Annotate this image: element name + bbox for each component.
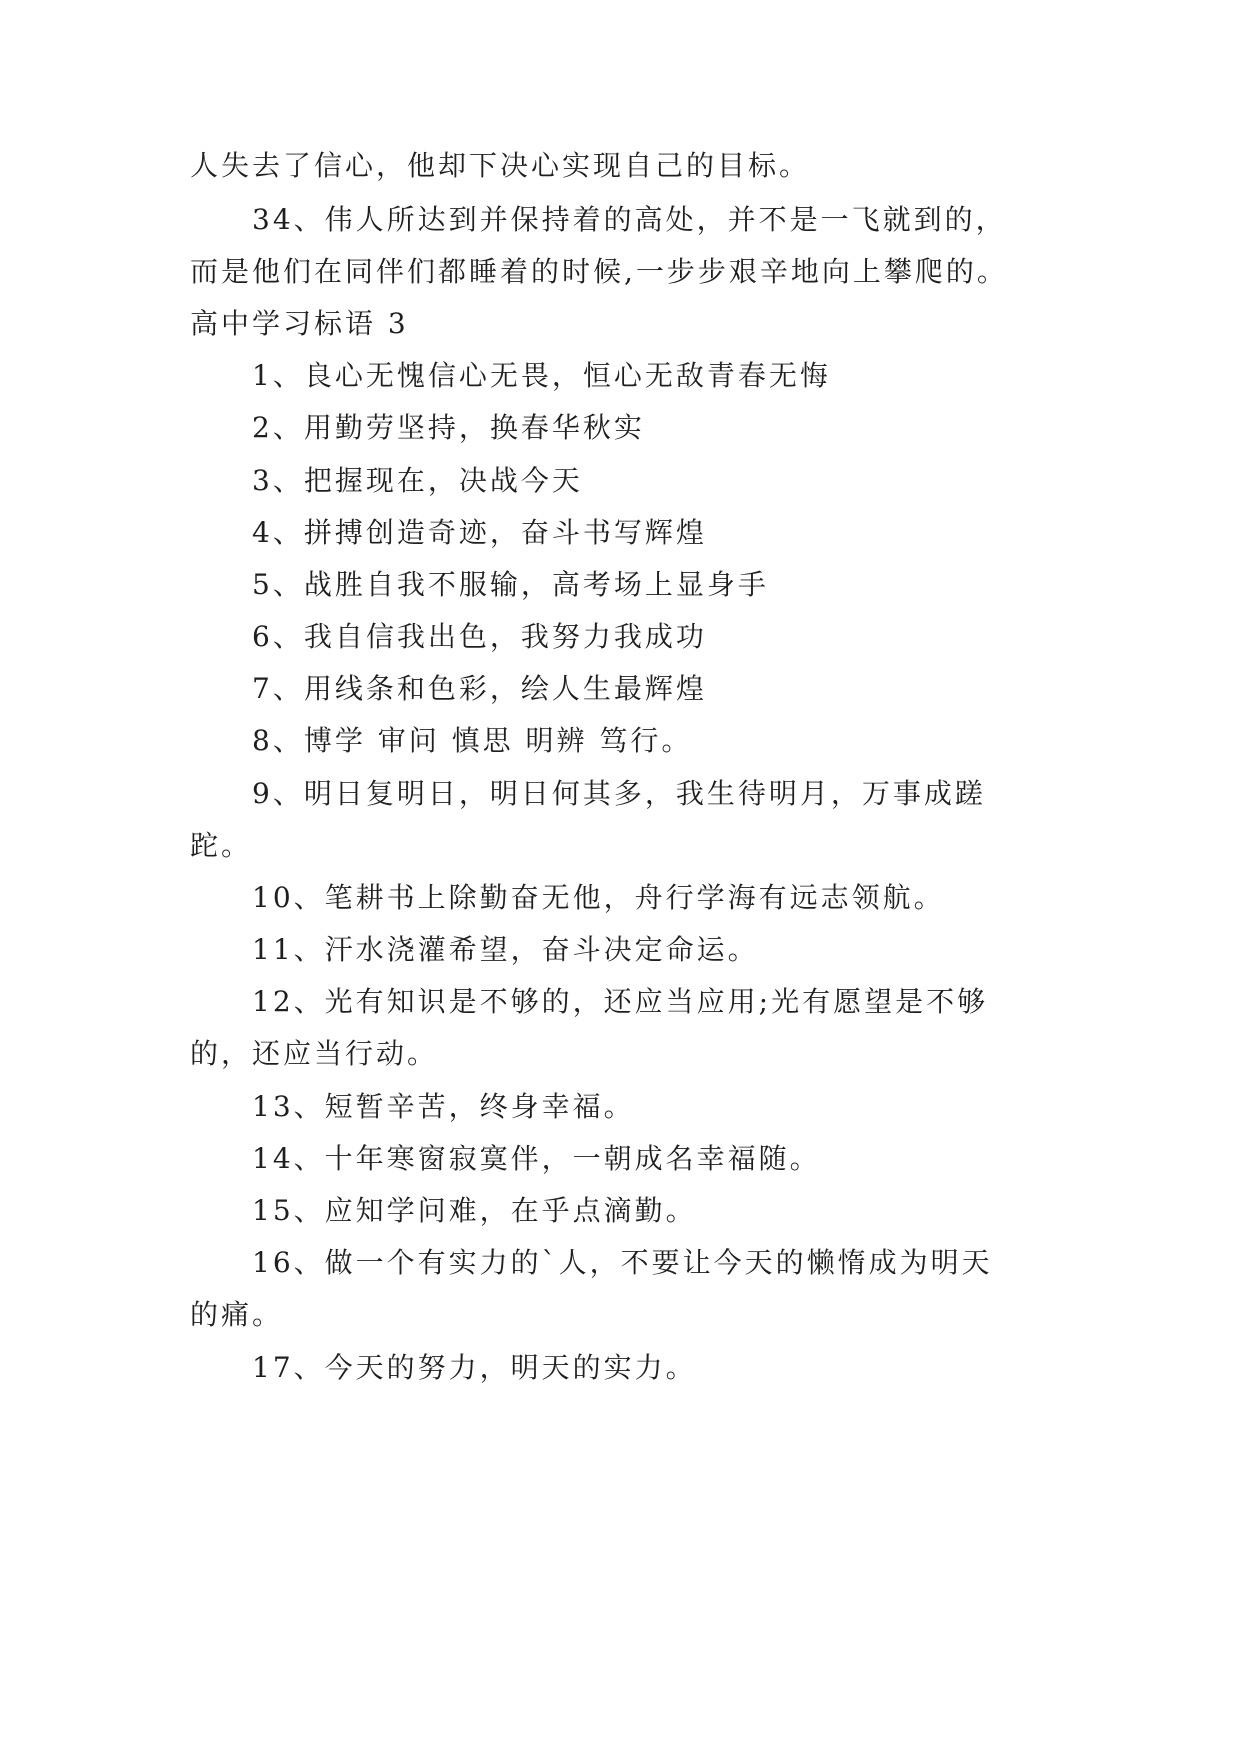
- slogan-15: 15、应知学问难，在乎点滴勤。: [252, 1194, 697, 1227]
- slogan-16-line-2: 的痛。: [190, 1298, 284, 1331]
- slogan-2: 2、用勤劳坚持，换春华秋实: [252, 411, 645, 444]
- slogan-14: 14、十年寒窗寂寞伴，一朝成名幸福随。: [252, 1142, 821, 1175]
- section-heading: 高中学习标语 3: [190, 307, 409, 340]
- slogan-10: 10、笔耕书上除勤奋无他，舟行学海有远志领航。: [252, 881, 945, 914]
- slogan-9-line-2: 跎。: [190, 829, 253, 862]
- paragraph-continuation-line: 人失去了信心，他却下决心实现自己的目标。: [190, 149, 811, 182]
- slogan-9-line-1: 9、明日复明日，明日何其多，我生待明月，万事成蹉: [252, 777, 986, 810]
- slogan-34-line-2: 而是他们在同伴们都睡着的时候,一步步艰辛地向上攀爬的。: [190, 255, 1008, 288]
- slogan-12-line-1: 12、光有知识是不够的，还应当应用;光有愿望是不够: [252, 985, 989, 1018]
- slogan-34-line-1: 34、伟人所达到并保持着的高处，并不是一飞就到的，: [252, 203, 1007, 236]
- slogan-11: 11、汗水浇灌希望，奋斗决定命运。: [252, 933, 759, 966]
- slogan-6: 6、我自信我出色，我努力我成功: [252, 620, 707, 653]
- slogan-7: 7、用线条和色彩，绘人生最辉煌: [252, 672, 707, 705]
- slogan-16-line-1: 16、做一个有实力的`人，不要让今天的懒惰成为明天: [252, 1246, 993, 1279]
- slogan-8: 8、博学 审问 慎思 明辨 笃行。: [252, 724, 693, 757]
- slogan-4: 4、拼搏创造奇迹，奋斗书写辉煌: [252, 516, 707, 549]
- slogan-1: 1、良心无愧信心无畏，恒心无敌青春无悔: [252, 359, 831, 392]
- slogan-5: 5、战胜自我不服输，高考场上显身手: [252, 568, 769, 601]
- slogan-17: 17、今天的努力，明天的实力。: [252, 1351, 697, 1384]
- slogan-12-line-2: 的，还应当行动。: [190, 1037, 439, 1070]
- slogan-13: 13、短暂辛苦，终身幸福。: [252, 1090, 635, 1123]
- slogan-3: 3、把握现在，决战今天: [252, 464, 583, 497]
